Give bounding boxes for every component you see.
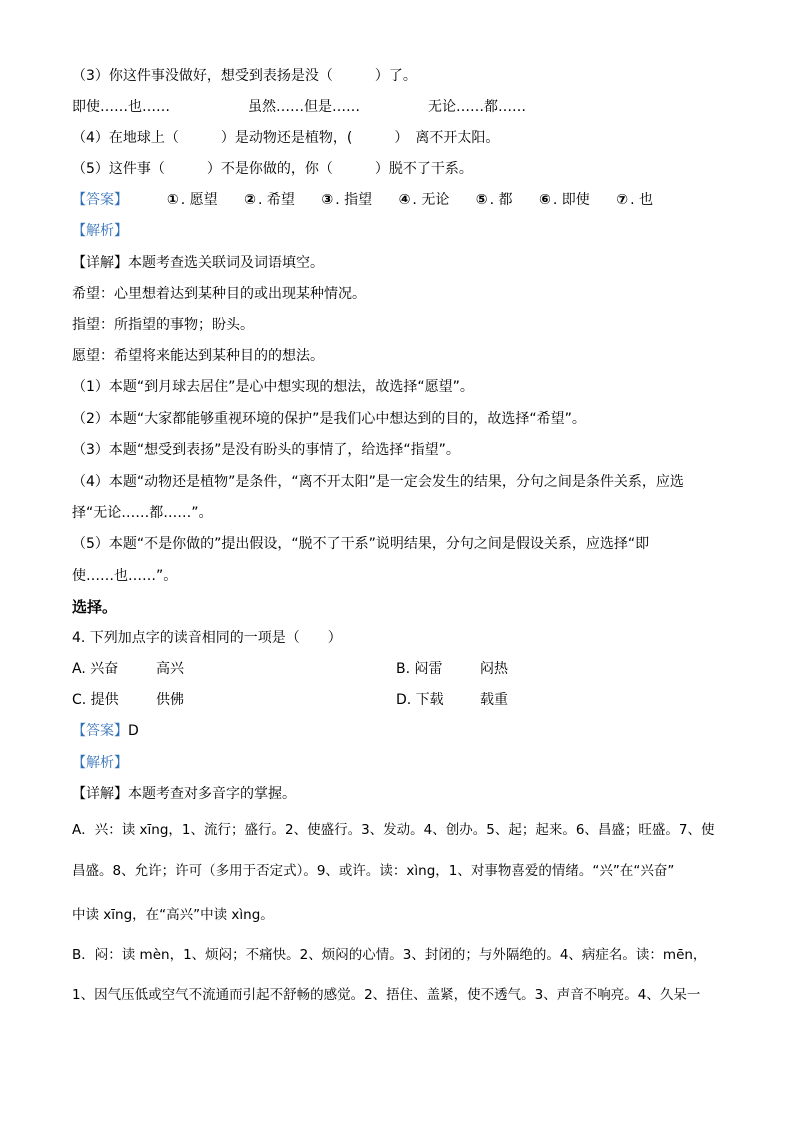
option-d-label: D. 下载	[396, 692, 444, 708]
detail-tag: 【详解】	[72, 255, 128, 271]
answer-text: . 愿望	[180, 192, 218, 208]
answer-number: ①	[166, 192, 179, 208]
answer-text: . 都	[489, 192, 513, 208]
analysis-line: 中读 xīng，在“高兴”中读 xìng。	[72, 907, 274, 923]
analysis-tag: 【解析】	[72, 755, 128, 771]
detail-line	[72, 784, 296, 804]
answer-number: ⑤	[475, 192, 488, 208]
section-title: 选择。	[72, 598, 118, 616]
answer-item	[167, 190, 218, 210]
analysis-line: 愿望：希望将来能达到某种目的的想法。	[72, 348, 324, 364]
options-row	[72, 690, 732, 710]
analysis-line: （1）本题“到月球去居住”是心中想实现的想法，故选择“愿望”。	[72, 379, 474, 395]
analysis-line: （5）本题“不是你做的”提出假设，“脱不了干系”说明结果，分句之间是假设关系，应选择“即	[72, 536, 650, 552]
answer-text: . 也	[630, 192, 653, 208]
detail-text: 本题考查选关联词及词语填空。	[128, 255, 324, 271]
analysis-line: （2）本题“大家都能够重视环境的保护”是我们心中想达到的目的，故选择“希望”。	[72, 411, 586, 427]
answer-text: . 无论	[412, 192, 450, 208]
conjunction-option: 无论……都……	[428, 99, 526, 115]
answer-number: ②	[244, 192, 256, 208]
answer-item	[616, 190, 653, 210]
answer-item	[476, 190, 513, 210]
question-4-stem: 4. 下列加点字的读音相同的一项是（ ）	[72, 630, 342, 646]
answer-text: . 即使	[552, 192, 590, 208]
answer-line	[72, 721, 139, 741]
analysis-line: 使……也……”。	[72, 568, 178, 584]
analysis-line: （3）本题“想受到表扬”是没有盼头的事情了，给选择“指望”。	[72, 442, 460, 458]
conjunction-options-row	[72, 97, 732, 117]
conjunction-option: 即使……也……	[72, 99, 170, 115]
question-5-fill-blank: （5）这件事（ ）不是你做的，你（ ）脱不了干系。	[72, 161, 473, 177]
answer-item	[539, 190, 590, 210]
detail-text: 本题考查对多音字的掌握。	[128, 786, 296, 802]
answer-text: . 希望	[257, 192, 295, 208]
answer-item	[244, 190, 295, 210]
answer-item	[321, 190, 372, 210]
answer-number: ③	[321, 192, 334, 208]
answer-item	[399, 190, 450, 210]
conjunction-option: 虽然……但是……	[248, 99, 360, 115]
option-a-label: A. 兴奋	[72, 661, 119, 677]
option-a-word: 高兴	[156, 661, 184, 677]
option-b-label: B. 闷雷	[396, 661, 443, 677]
option-d-word: 载重	[480, 692, 508, 708]
detail-line	[72, 253, 324, 273]
analysis-line: （4）本题“动物还是植物”是条件，“离不开太阳”是一定会发生的结果，分句之间是条件关系，应选	[72, 474, 684, 490]
analysis-tag: 【解析】	[72, 223, 128, 239]
question-4-fill-blank: （4）在地球上（ ）是动物还是植物，( ） 离不开太阳。	[72, 130, 500, 146]
answer-number: ④	[398, 192, 411, 208]
analysis-line: 择“无论……都……”。	[72, 505, 213, 521]
analysis-line: A．兴：读 xīng，1、流行；盛行。2、使盛行。3、发动。4、创办。5、起；起来。6、昌盛；旺盛。7、使	[72, 822, 715, 838]
answer-text: . 指望	[335, 192, 373, 208]
answer-number: ⑦	[616, 192, 629, 208]
question-3-fill-blank: （3）你这件事没做好，想受到表扬是没（ ）了。	[72, 68, 417, 84]
option-c-word: 供佛	[156, 692, 184, 708]
options-row	[72, 659, 732, 679]
answer-number: ⑥	[539, 192, 551, 208]
analysis-line: 1、因气压低或空气不流通而引起不舒畅的感觉。2、捂住、盖紧，使不透气。3、声音不响亮。4、久呆一	[72, 987, 701, 1003]
answer-tag: 【答案】	[72, 723, 128, 739]
answer-line	[72, 190, 675, 210]
analysis-line: 指望：所指望的事物；盼头。	[72, 317, 254, 333]
answer-tag: 【答案】	[72, 192, 128, 208]
analysis-line: 昌盛。8、允许；许可（多用于否定式）。9、或许。读：xìng，1、对事物喜爱的情绪。“兴”在“兴奋”	[72, 863, 675, 879]
analysis-line: 希望：心里想着达到某种目的或出现某种情况。	[72, 286, 366, 302]
answer-value: D	[128, 723, 139, 739]
analysis-line: B．闷：读 mèn，1、烦闷；不痛快。2、烦闷的心情。3、封闭的；与外隔绝的。4、病症名。读：mēn，	[72, 947, 707, 963]
option-c-label: C. 提供	[72, 692, 119, 708]
option-b-word: 闷热	[480, 661, 508, 677]
detail-tag: 【详解】	[72, 786, 128, 802]
